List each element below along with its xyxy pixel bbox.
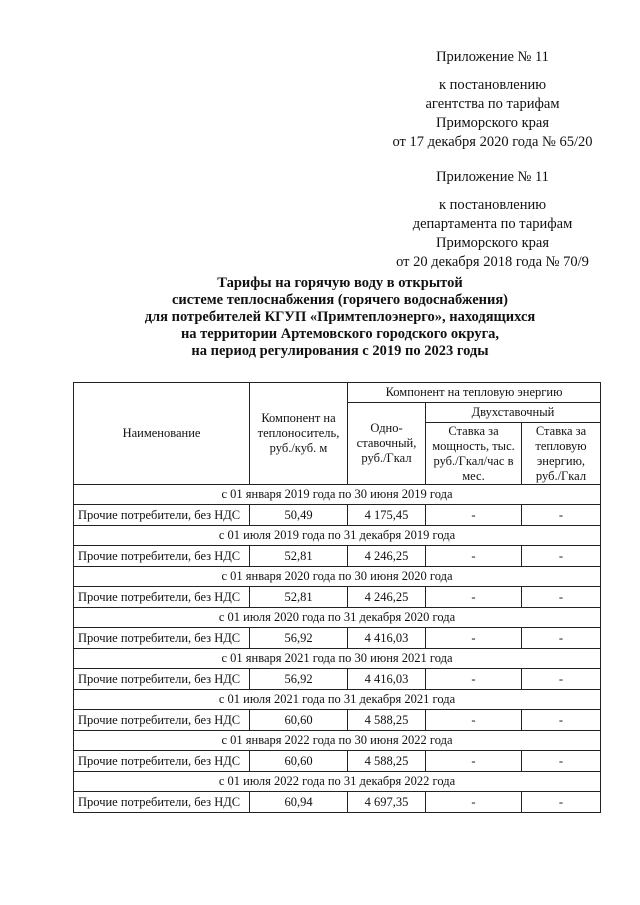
energy-rate-cell: - xyxy=(522,587,601,608)
capacity-rate-cell: - xyxy=(426,546,522,567)
consumer-name-cell: Прочие потребители, без НДС xyxy=(74,546,250,567)
title-line: Тарифы на горячую воду в открытой xyxy=(217,275,463,291)
energy-rate-cell: - xyxy=(522,751,601,772)
table-row xyxy=(74,669,601,690)
consumer-name-cell: Прочие потребители, без НДС xyxy=(74,751,250,772)
consumer-name-cell: Прочие потребители, без НДС xyxy=(74,587,250,608)
consumer-name-cell: Прочие потребители, без НДС xyxy=(74,505,250,526)
single-rate-cell: 4 588,25 xyxy=(348,710,426,731)
energy-rate-cell: - xyxy=(522,710,601,731)
single-rate-cell: 4 588,25 xyxy=(348,751,426,772)
table-row xyxy=(74,792,601,813)
energy-rate-cell: - xyxy=(522,505,601,526)
capacity-rate-cell: - xyxy=(426,792,522,813)
period-row xyxy=(74,526,601,546)
header-carrier-component: Компонент на теплоноситель, руб./куб. м xyxy=(250,383,348,485)
title-line: на период регулирования с 2019 по 2023 годы xyxy=(191,343,489,359)
consumer-name-cell: Прочие потребители, без НДС xyxy=(74,628,250,649)
single-rate-cell: 4 175,45 xyxy=(348,505,426,526)
table-row xyxy=(74,628,601,649)
consumer-name-cell: Прочие потребители, без НДС xyxy=(74,792,250,813)
appendix-line: от 17 декабря 2020 года № 65/20 xyxy=(392,134,593,150)
capacity-rate-cell: - xyxy=(426,587,522,608)
table-row xyxy=(74,751,601,772)
table-row xyxy=(74,587,601,608)
appendix-title: Приложение № 11 xyxy=(436,169,549,185)
appendix-line: агентства по тарифам xyxy=(425,96,560,112)
single-rate-cell: 4 246,25 xyxy=(348,546,426,567)
table-row xyxy=(74,546,601,567)
period-row xyxy=(74,649,601,669)
single-rate-cell: 4 416,03 xyxy=(348,628,426,649)
carrier-value-cell: 60,94 xyxy=(250,792,348,813)
capacity-rate-cell: - xyxy=(426,751,522,772)
single-rate-cell: 4 246,25 xyxy=(348,587,426,608)
single-rate-cell: 4 697,35 xyxy=(348,792,426,813)
carrier-value-cell: 50,49 xyxy=(250,505,348,526)
appendix-line: Приморского края xyxy=(435,235,549,251)
period-row xyxy=(74,608,601,628)
period-label: с 01 июля 2020 года по 31 декабря 2020 года xyxy=(74,608,601,628)
appendix-block-department xyxy=(375,168,610,272)
period-label: с 01 января 2021 года по 30 июня 2021 года xyxy=(74,649,601,669)
carrier-value-cell: 52,81 xyxy=(250,587,348,608)
capacity-rate-cell: - xyxy=(426,628,522,649)
period-row xyxy=(74,567,601,587)
carrier-value-cell: 52,81 xyxy=(250,546,348,567)
carrier-value-cell: 60,60 xyxy=(250,710,348,731)
appendix-line: Приморского края xyxy=(435,115,549,131)
energy-rate-cell: - xyxy=(522,628,601,649)
period-row xyxy=(74,772,601,792)
appendix-line: от 20 декабря 2018 года № 70/9 xyxy=(396,254,589,270)
table-row xyxy=(74,505,601,526)
header-name: Наименование xyxy=(74,383,250,485)
energy-rate-cell: - xyxy=(522,546,601,567)
document-title xyxy=(60,275,620,360)
period-label: с 01 июля 2022 года по 31 декабря 2022 года xyxy=(74,772,601,792)
header-two-rate: Двухставочный xyxy=(426,403,601,423)
header-single-rate: Одно-ставочный, руб./Гкал xyxy=(348,403,426,485)
appendix-line: к постановлению xyxy=(438,197,547,213)
tariff-table xyxy=(73,382,601,813)
period-label: с 01 января 2019 года по 30 июня 2019 года xyxy=(74,485,601,505)
title-line: системе теплоснабжения (горячего водоснабжения) xyxy=(171,292,509,308)
energy-rate-cell: - xyxy=(522,792,601,813)
period-row xyxy=(74,731,601,751)
consumer-name-cell: Прочие потребители, без НДС xyxy=(74,710,250,731)
period-label: с 01 января 2022 года по 30 июня 2022 года xyxy=(74,731,601,751)
capacity-rate-cell: - xyxy=(426,669,522,690)
period-label: с 01 января 2020 года по 30 июня 2020 года xyxy=(74,567,601,587)
header-thermal-component: Компонент на тепловую энергию xyxy=(348,383,601,403)
appendix-title: Приложение № 11 xyxy=(436,49,549,65)
header-capacity-rate: Ставка за мощность, тыс. руб./Гкал/час в мес. xyxy=(426,423,522,485)
appendix-line: к постановлению xyxy=(438,77,547,93)
carrier-value-cell: 60,60 xyxy=(250,751,348,772)
tariff-table-body xyxy=(74,485,601,813)
capacity-rate-cell: - xyxy=(426,710,522,731)
consumer-name-cell: Прочие потребители, без НДС xyxy=(74,669,250,690)
title-line: для потребителей КГУП «Примтеплоэнерго», находящихся xyxy=(144,309,536,325)
carrier-value-cell: 56,92 xyxy=(250,628,348,649)
period-label: с 01 июля 2021 года по 31 декабря 2021 года xyxy=(74,690,601,710)
table-row xyxy=(74,710,601,731)
single-rate-cell: 4 416,03 xyxy=(348,669,426,690)
appendix-line: департамента по тарифам xyxy=(412,216,573,232)
energy-rate-cell: - xyxy=(522,669,601,690)
period-row xyxy=(74,690,601,710)
period-label: с 01 июля 2019 года по 31 декабря 2019 года xyxy=(74,526,601,546)
title-line: на территории Артемовского городского округа, xyxy=(180,326,500,342)
carrier-value-cell: 56,92 xyxy=(250,669,348,690)
appendix-block-agency xyxy=(375,48,610,152)
capacity-rate-cell: - xyxy=(426,505,522,526)
period-row xyxy=(74,485,601,505)
header-energy-rate: Ставка за тепловую энергию, руб./Гкал xyxy=(522,423,601,485)
